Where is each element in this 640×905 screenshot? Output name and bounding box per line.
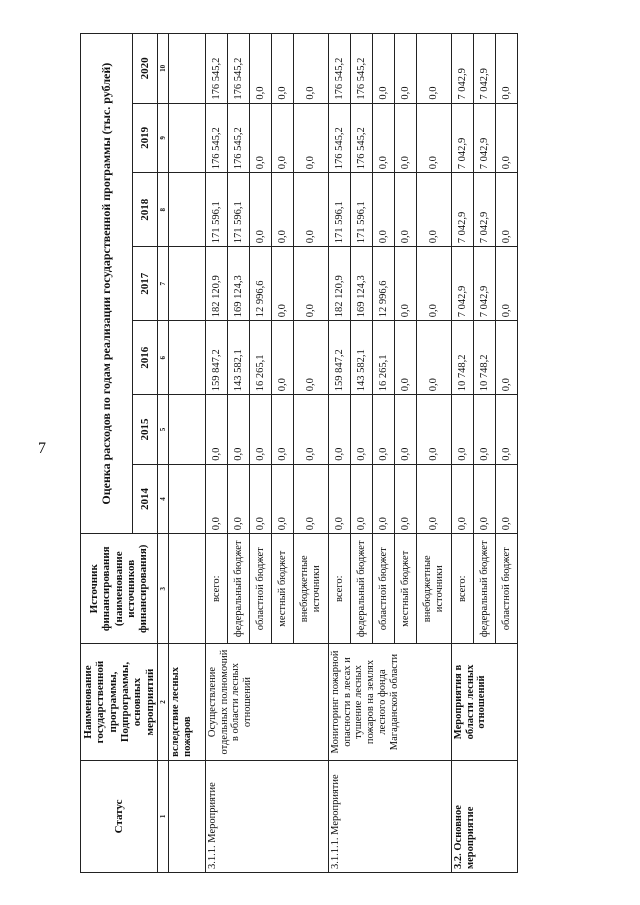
- row-value: 176 545,2: [205, 103, 227, 173]
- row-value: 0,0: [271, 321, 293, 395]
- row-value: 7 042,9: [473, 103, 495, 173]
- row-value: 176 545,2: [227, 34, 249, 104]
- page-number: 7: [38, 440, 46, 457]
- row-value: 12 996,6: [249, 247, 271, 321]
- row-value: 176 545,2: [328, 34, 350, 104]
- row-value: 0,0: [249, 464, 271, 534]
- row-value: 0,0: [416, 173, 451, 247]
- table-row: [451, 34, 473, 873]
- row-value: 182 120,9: [328, 247, 350, 321]
- row-status: 3.1.1. Мероприятие: [205, 760, 328, 872]
- row-value: 0,0: [271, 173, 293, 247]
- row-value: 0,0: [473, 464, 495, 534]
- row-value: 0,0: [328, 464, 350, 534]
- row-value: 0,0: [271, 247, 293, 321]
- row-value: 171 596,1: [350, 173, 372, 247]
- row-source: всего:: [205, 534, 227, 644]
- row-value: 0,0: [394, 173, 416, 247]
- row-value: 0,0: [416, 34, 451, 104]
- row-value: 182 120,9: [205, 247, 227, 321]
- continuation-row: [168, 34, 205, 873]
- row-value: 0,0: [227, 395, 249, 465]
- row-value: 0,0: [372, 464, 394, 534]
- row-value: 0,0: [249, 103, 271, 173]
- row-source: областной бюджет: [249, 534, 271, 644]
- row-value: 0,0: [293, 321, 328, 395]
- row-value: 0,0: [372, 395, 394, 465]
- row-value: 10 748,2: [451, 321, 473, 395]
- row-value: 0,0: [249, 395, 271, 465]
- row-value: 143 582,1: [350, 321, 372, 395]
- row-source: местный бюджет: [271, 534, 293, 644]
- row-source: местный бюджет: [394, 534, 416, 644]
- column-number: 1: [157, 760, 168, 872]
- row-value: 0,0: [350, 464, 372, 534]
- row-value: 0,0: [451, 464, 473, 534]
- row-value: 0,0: [394, 321, 416, 395]
- header-status: Статус: [81, 760, 158, 872]
- row-name: Осуществление отдельных полномочий в области лесных отношений: [205, 644, 328, 761]
- header-name: Наименование государственной программы, Подпрограммы, основных мероприятий: [81, 644, 158, 761]
- year-header: 2014: [132, 464, 157, 534]
- row-value: 0,0: [416, 464, 451, 534]
- column-number: 8: [157, 173, 168, 247]
- row-value: 16 265,1: [249, 321, 271, 395]
- row-value: 0,0: [293, 464, 328, 534]
- row-value: 0,0: [451, 395, 473, 465]
- row-value: 0,0: [293, 34, 328, 104]
- row-name: Мониторинг пожарной опасности в лесах и тушение лесных пожаров на землях лесного фонда Магаданской области: [328, 644, 451, 761]
- column-number: 9: [157, 103, 168, 173]
- row-value: 0,0: [473, 395, 495, 465]
- column-number: 2: [157, 644, 168, 761]
- row-value: 0,0: [495, 247, 517, 321]
- column-number: 7: [157, 247, 168, 321]
- row-value: 171 596,1: [227, 173, 249, 247]
- row-value: 7 042,9: [451, 247, 473, 321]
- row-value: 7 042,9: [451, 103, 473, 173]
- rotated-page: [80, 33, 520, 873]
- row-value: 0,0: [394, 464, 416, 534]
- header-estimate: Оценка расходов по годам реализации государственной программы (тыс. рублей): [81, 34, 133, 534]
- row-value: 0,0: [350, 395, 372, 465]
- continuation-status: [168, 760, 205, 872]
- row-value: 0,0: [495, 395, 517, 465]
- row-value: 0,0: [271, 103, 293, 173]
- row-value: 159 847,2: [205, 321, 227, 395]
- row-value: 0,0: [495, 173, 517, 247]
- row-value: 7 042,9: [473, 247, 495, 321]
- row-value: 0,0: [271, 34, 293, 104]
- row-source: федеральный бюджет: [227, 534, 249, 644]
- row-value: 0,0: [271, 464, 293, 534]
- row-source: всего:: [328, 534, 350, 644]
- row-value: 0,0: [495, 464, 517, 534]
- row-value: 169 124,3: [350, 247, 372, 321]
- row-value: 0,0: [394, 103, 416, 173]
- column-number: 10: [157, 34, 168, 104]
- row-value: 0,0: [249, 173, 271, 247]
- row-value: 10 748,2: [473, 321, 495, 395]
- row-value: 7 042,9: [473, 34, 495, 104]
- table-body: [205, 34, 517, 873]
- row-value: 176 545,2: [350, 34, 372, 104]
- year-header: 2018: [132, 173, 157, 247]
- year-header: 2015: [132, 395, 157, 465]
- row-source: внебюджетные источники: [293, 534, 328, 644]
- row-value: 0,0: [416, 321, 451, 395]
- row-value: 176 545,2: [227, 103, 249, 173]
- row-value: 0,0: [416, 103, 451, 173]
- row-value: 0,0: [205, 464, 227, 534]
- row-value: 0,0: [495, 103, 517, 173]
- row-value: 0,0: [227, 464, 249, 534]
- row-value: 176 545,2: [205, 34, 227, 104]
- column-number: 3: [157, 534, 168, 644]
- row-value: 159 847,2: [328, 321, 350, 395]
- row-source: всего:: [451, 534, 473, 644]
- year-header: 2016: [132, 321, 157, 395]
- column-number: 5: [157, 395, 168, 465]
- row-value: 143 582,1: [227, 321, 249, 395]
- row-value: 0,0: [372, 34, 394, 104]
- row-value: 176 545,2: [350, 103, 372, 173]
- row-status: 3.2. Основное мероприятие: [451, 760, 517, 872]
- budget-table: [80, 33, 518, 873]
- row-value: 16 265,1: [372, 321, 394, 395]
- row-value: 0,0: [394, 395, 416, 465]
- row-source: федеральный бюджет: [473, 534, 495, 644]
- row-value: 7 042,9: [451, 34, 473, 104]
- column-number: 6: [157, 321, 168, 395]
- row-value: 0,0: [495, 34, 517, 104]
- row-value: 169 124,3: [227, 247, 249, 321]
- year-header: 2020: [132, 34, 157, 104]
- row-value: 0,0: [293, 173, 328, 247]
- row-value: 0,0: [394, 247, 416, 321]
- row-value: 0,0: [372, 173, 394, 247]
- row-value: 0,0: [416, 247, 451, 321]
- row-status: 3.1.1.1. Мероприятие: [328, 760, 451, 872]
- row-value: 0,0: [293, 395, 328, 465]
- row-value: 0,0: [416, 395, 451, 465]
- table-row: [328, 34, 350, 873]
- row-value: 0,0: [293, 103, 328, 173]
- row-value: 0,0: [394, 34, 416, 104]
- table-row: [205, 34, 227, 873]
- row-value: 0,0: [205, 395, 227, 465]
- row-value: 0,0: [293, 247, 328, 321]
- row-value: 171 596,1: [328, 173, 350, 247]
- row-source: федеральный бюджет: [350, 534, 372, 644]
- column-numbers-row: [157, 34, 168, 873]
- row-value: 0,0: [495, 321, 517, 395]
- row-value: 7 042,9: [473, 173, 495, 247]
- year-header: 2019: [132, 103, 157, 173]
- continuation-name: вследствие лесных пожаров: [168, 644, 205, 761]
- row-value: 0,0: [249, 34, 271, 104]
- year-header: 2017: [132, 247, 157, 321]
- header-source: Источник финансирования (наименование источников финансирования): [81, 534, 158, 644]
- row-source: областной бюджет: [495, 534, 517, 644]
- row-value: 0,0: [271, 395, 293, 465]
- row-value: 7 042,9: [451, 173, 473, 247]
- row-value: 176 545,2: [328, 103, 350, 173]
- row-source: внебюджетные источники: [416, 534, 451, 644]
- row-value: 0,0: [328, 395, 350, 465]
- row-value: 171 596,1: [205, 173, 227, 247]
- row-source: областной бюджет: [372, 534, 394, 644]
- row-value: 12 996,6: [372, 247, 394, 321]
- row-name: Мероприятия в области лесных отношений: [451, 644, 517, 761]
- column-number: 4: [157, 464, 168, 534]
- row-value: 0,0: [372, 103, 394, 173]
